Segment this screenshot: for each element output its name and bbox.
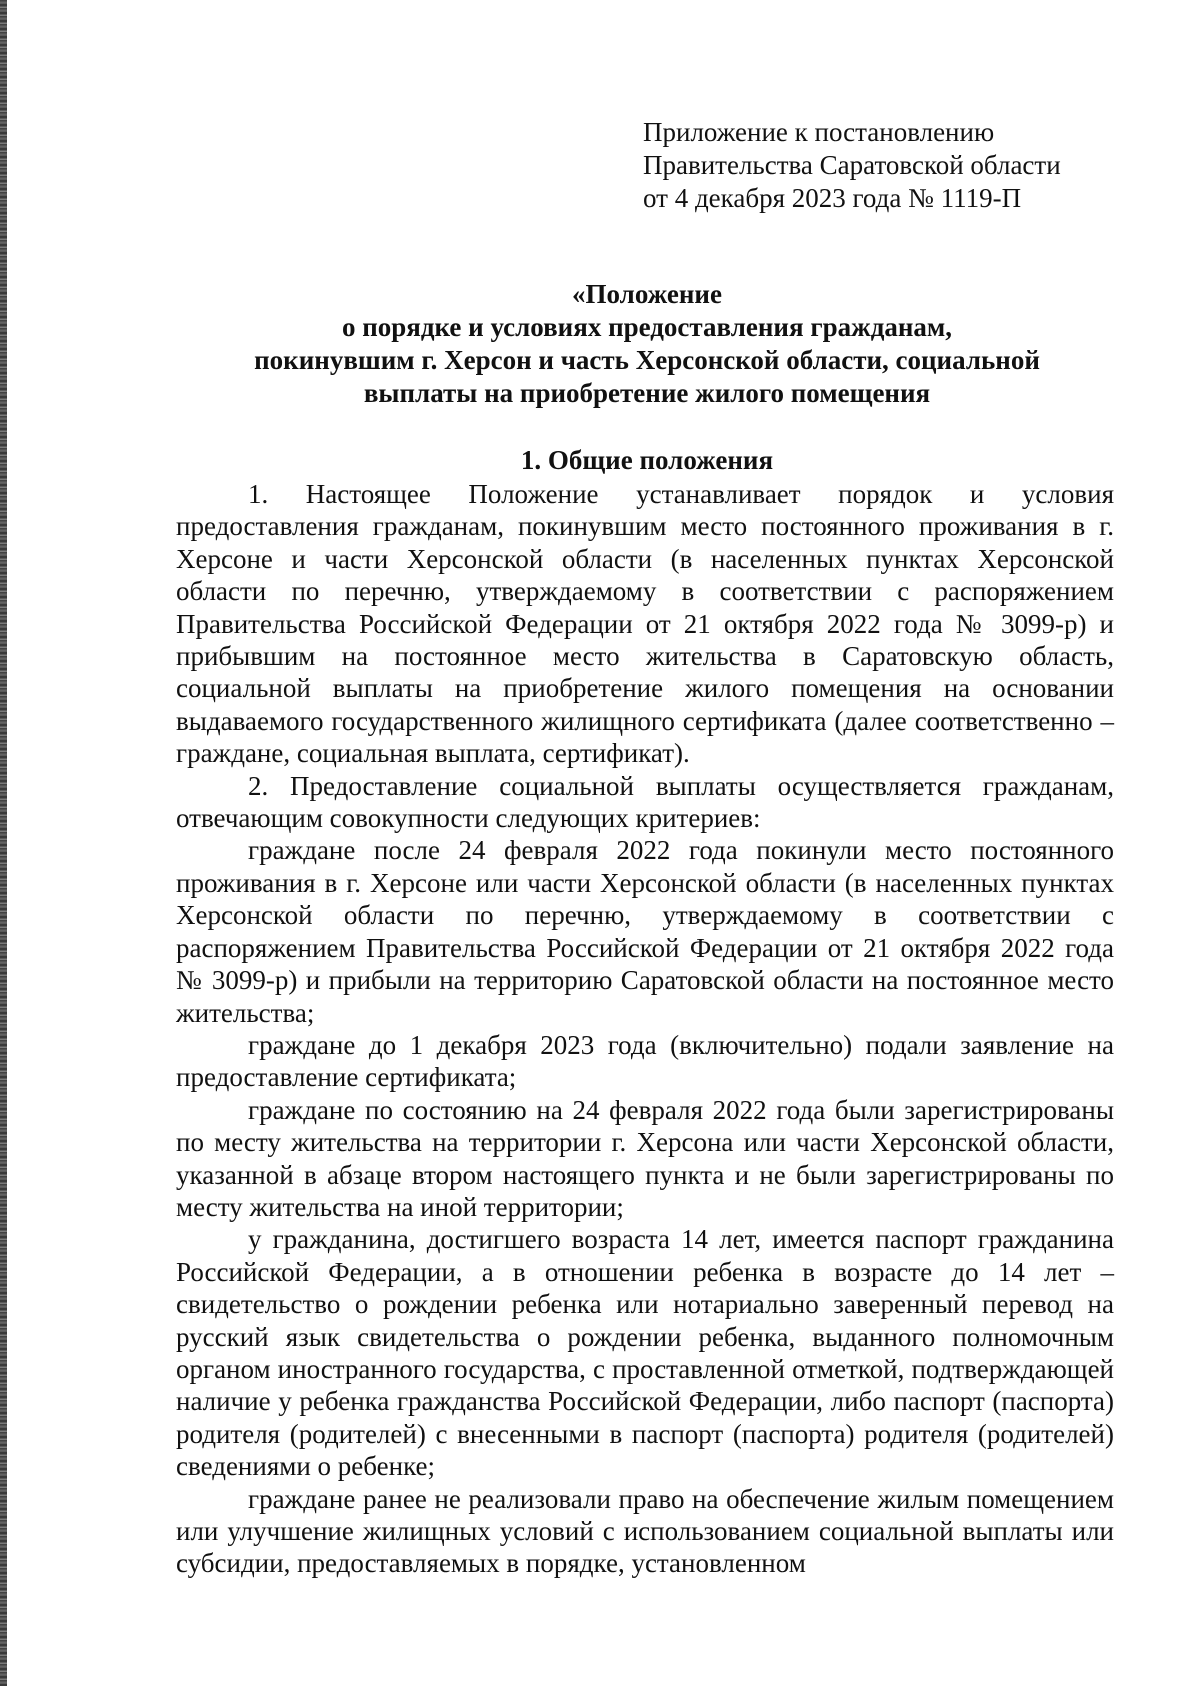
appendix-line: Приложение к постановлению [643,117,995,147]
paragraph: 2. Предоставление социальной выплаты осуществляется гражданам, отвечающим совокупности следующих критериев: [176,770,1114,834]
paragraph: граждане до 1 декабря 2023 года (включительно) подали заявление на предоставление сертификата; [176,1029,1114,1093]
title-line: выплаты на приобретение жилого помещения [363,378,931,408]
section-heading: 1. Общие положения [520,445,774,475]
title-line: «Положение [572,279,722,309]
paragraph: граждане после 24 февраля 2022 года покинули место постоянного проживания в г. Херсоне или части Херсонской области (в населенных пунктах Херсонской области по перечню, утверждаемому в соответствии с распоряжением Правительства Российской Федерации от 21 октября 2022 года № 3099-р) и прибыли на территорию Саратовской области на постоянное место жительства; [176,835,1114,1028]
paragraph: у гражданина, достигшего возраста 14 лет, имеется паспорт гражданина Российской Федерации, а в отношении ребенка в возрасте до 14 лет – свидетельство о рождении ребенка или нотариально заверенный перевод на русский язык свидетельства о рождении ребенка, выданного полномочным органом иностранного государства, с проставленной отметкой, подтверждающей наличие у ребенка гражданства Российской Федерации, либо паспорт (паспорта) родителя (родителей) с внесенными в паспорт (паспорта) родителя (родителей) сведениями о ребенке; [176,1224,1114,1482]
section-body [176,478,1114,1580]
title-line: о порядке и условиях предоставления гражданам, [341,312,953,342]
paragraph: 1. Настоящее Положение устанавливает порядок и условия предоставления гражданам, покинувшим место постоянного проживания в г. Херсоне и части Херсонской области (в населенных пунктах Херсонской области по перечню, утверждаемому в соответствии с распоряжением Правительства Российской Федерации от 21 октября 2022 года № 3099-р) и прибывшим на постоянное место жительства в Саратовскую область, социальной выплаты на приобретение жилого помещения на основании выдаваемого государственного жилищного сертификата (далее соответственно – граждане, социальная выплата, сертификат). [176,479,1114,769]
appendix-line: от 4 декабря 2023 года № 1119-П [643,183,1022,213]
appendix-reference [643,116,1061,215]
paragraph: граждане ранее не реализовали право на обеспечение жилым помещением или улучшение жилищных условий с использованием социальной выплаты или субсидии, предоставляемых в порядке, установленном [176,1483,1114,1579]
appendix-line: Правительства Саратовской области [643,150,1061,180]
title-line: покинувшим г. Херсон и часть Херсонской области, социальной [254,345,1040,375]
document-title [150,278,1144,410]
paragraph: граждане по состоянию на 24 февраля 2022 года были зарегистрированы по месту жительства на территории г. Херсона или части Херсонской области, указанной в абзаце втором настоящего пункта и не были зарегистрированы по месту жительства на иной территории; [176,1094,1114,1222]
